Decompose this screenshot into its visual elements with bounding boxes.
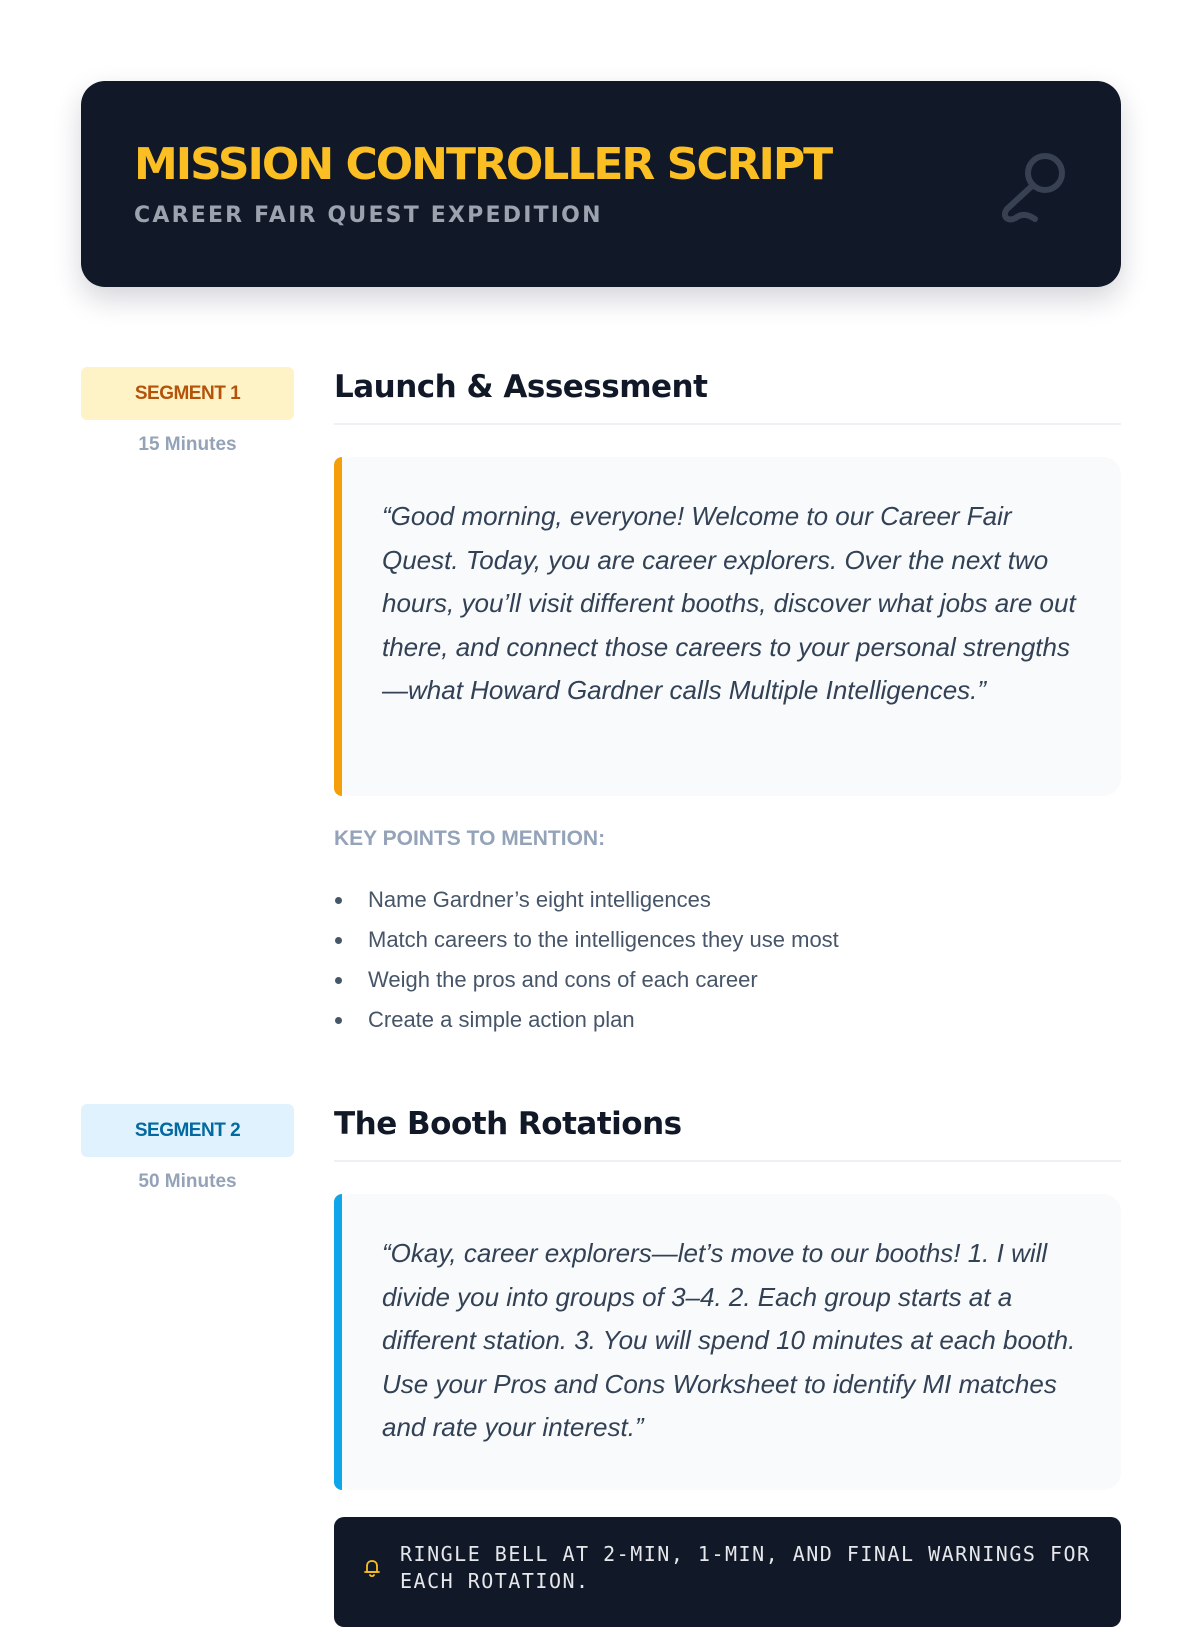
list-item: Name Gardner’s eight intelligences xyxy=(334,885,839,925)
bell-icon xyxy=(363,1558,381,1578)
microphone-icon xyxy=(993,143,1075,225)
segment-1-duration: 15 Minutes xyxy=(138,434,237,455)
list-item: Create a simple action plan xyxy=(334,1005,839,1045)
segment-1-title: Launch & Assessment xyxy=(334,369,1121,425)
page-title: MISSION CONTROLLER SCRIPT xyxy=(134,139,832,190)
segment-2-duration: 50 Minutes xyxy=(138,1171,237,1192)
segment-2-script-quote xyxy=(334,1194,1121,1490)
key-points-list xyxy=(334,885,839,1045)
quote-accent-bar xyxy=(334,457,342,796)
segment-2-quote-text: “Okay, career explorers—let’s move to our booths! 1. I will divide you into groups of 3–4. 2. Each group starts at a different station. 3. You will spend 10 minutes at each booth. Use your Pros and Cons Worksheet to identify MI matches and rate your interest.” xyxy=(382,1238,1076,1442)
timing-alert xyxy=(334,1517,1121,1627)
script-header xyxy=(81,81,1121,287)
segment-1-badge: SEGMENT 1 xyxy=(81,367,294,420)
quote-accent-bar xyxy=(334,1194,342,1490)
timing-alert-text: RINGLE BELL AT 2-MIN, 1-MIN, AND FINAL WARNINGS FOR EACH ROTATION. xyxy=(400,1542,1091,1593)
list-item: Weigh the pros and cons of each career xyxy=(334,965,839,1005)
segment-2-title: The Booth Rotations xyxy=(334,1106,1121,1162)
segment-2-badge: SEGMENT 2 xyxy=(81,1104,294,1157)
segment-1-quote-text: “Good morning, everyone! Welcome to our Career Fair Quest. Today, you are career explorers. Over the next two hours, you’ll visit different booths, discover what jobs are out there, and connect those careers to your personal strengths—what Howard Gardner calls Multiple Intelligences.” xyxy=(382,501,1076,705)
segment-1-script-quote xyxy=(334,457,1121,796)
page-subtitle: CAREER FAIR QUEST EXPEDITION xyxy=(134,203,603,228)
list-item: Match careers to the intelligences they use most xyxy=(334,925,839,965)
key-points-label: KEY POINTS TO MENTION: xyxy=(334,827,606,850)
